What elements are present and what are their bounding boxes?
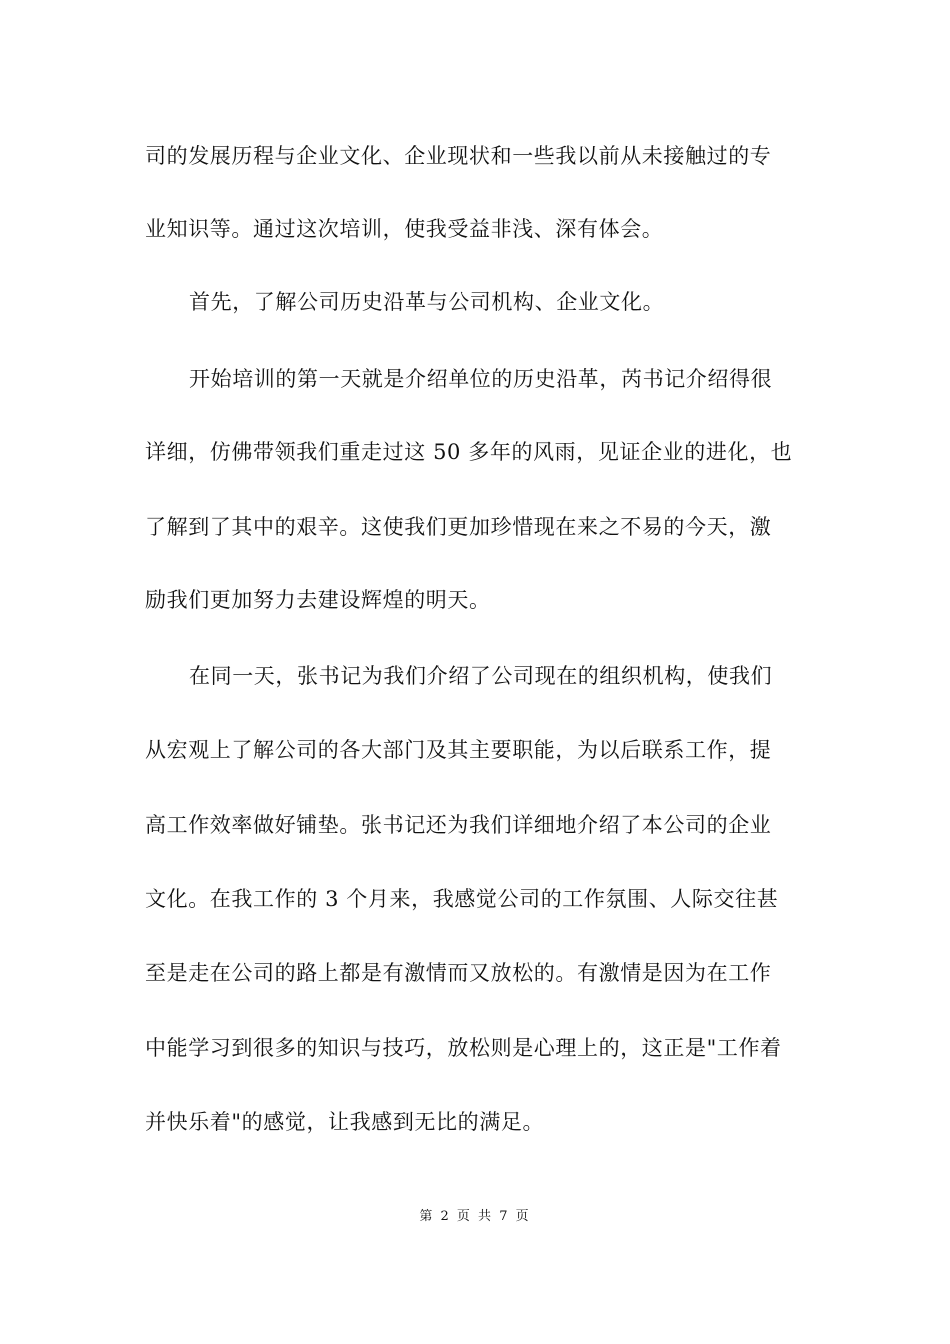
body-text-line: 业知识等。通过这次培训，使我受益非浅、深有体会。	[145, 217, 664, 241]
body-text-line: 中能学习到很多的知识与技巧，放松则是心理上的，这正是"工作着	[145, 1036, 782, 1060]
body-text-line: 并快乐着"的感觉，让我感到无比的满足。	[145, 1110, 545, 1134]
body-text-line: 从宏观上了解公司的各大部门及其主要职能，为以后联系工作，提	[145, 738, 772, 762]
body-text-line: 励我们更加努力去建设辉煌的明天。	[145, 588, 491, 612]
body-text-line: 了解到了其中的艰辛。这使我们更加珍惜现在来之不易的今天，激	[145, 515, 772, 539]
body-text-line: 在同一天，张书记为我们介绍了公司现在的组织机构，使我们	[189, 664, 773, 688]
body-text-line: 首先，了解公司历史沿革与公司机构、企业文化。	[189, 290, 665, 314]
body-text-line: 司的发展历程与企业文化、企业现状和一些我以前从未接触过的专	[145, 144, 772, 168]
body-text-line: 详细，仿佛带领我们重走过这 50 多年的风雨，见证企业的进化，也	[145, 440, 793, 464]
body-text-line: 文化。在我工作的 3 个月来，我感觉公司的工作氛围、人际交往甚	[145, 887, 779, 911]
body-text-line: 高工作效率做好铺垫。张书记还为我们详细地介绍了本公司的企业	[145, 813, 772, 837]
body-text-line: 至是走在公司的路上都是有激情而又放松的。有激情是因为在工作	[145, 961, 772, 985]
page-number-footer: 第 2 页 共 7 页	[419, 1209, 531, 1224]
body-text-line: 开始培训的第一天就是介绍单位的历史沿革，芮书记介绍得很	[189, 367, 773, 391]
